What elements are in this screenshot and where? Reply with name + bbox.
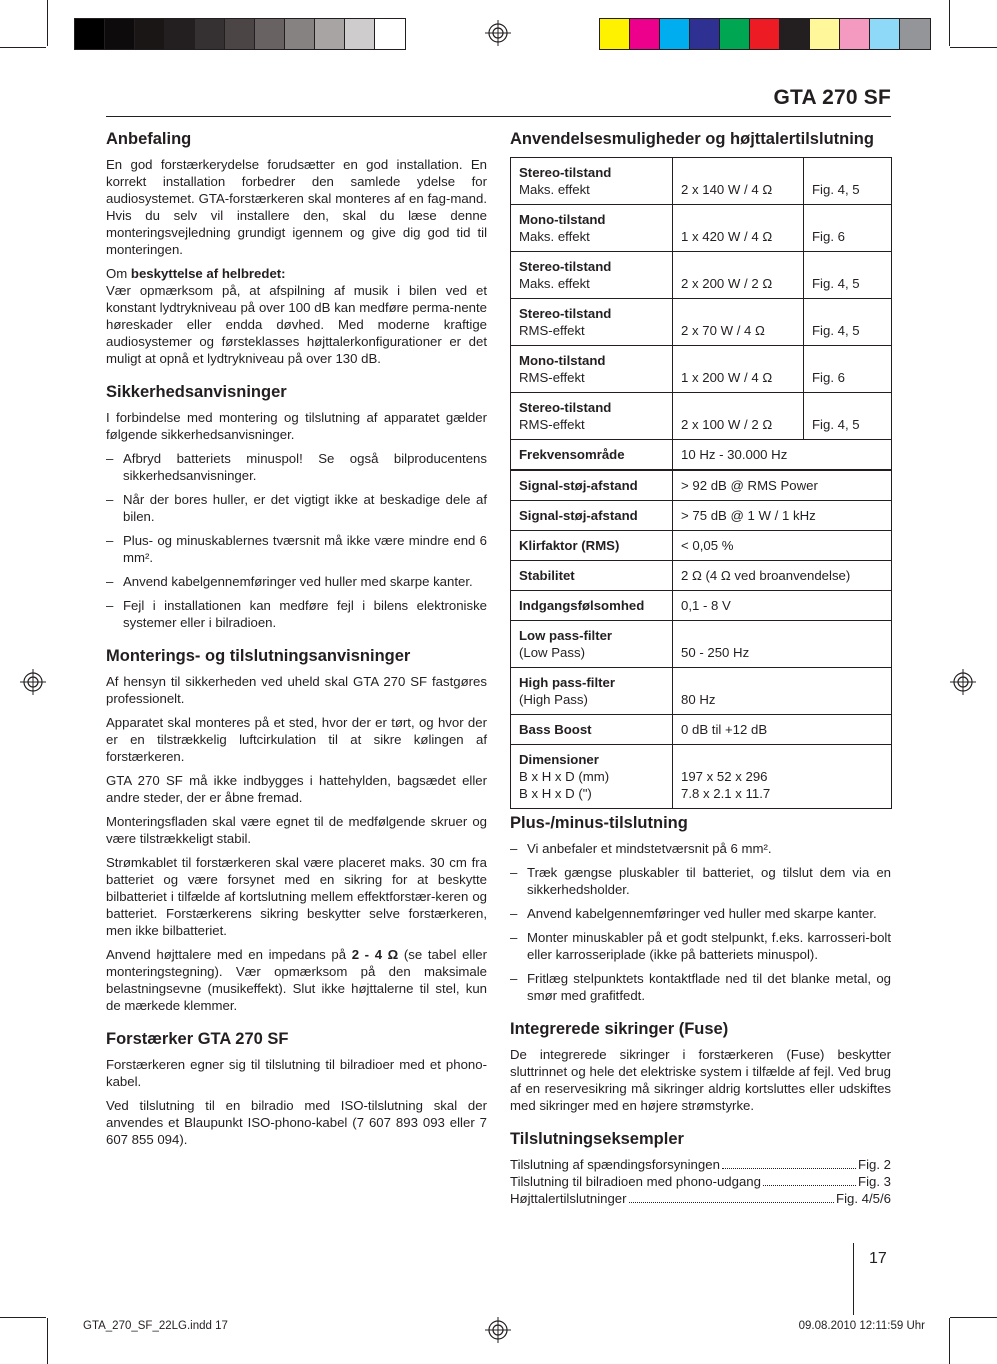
color-swatch <box>345 19 375 49</box>
row-label: Frekvensområde <box>519 447 625 462</box>
left-column <box>106 128 487 1155</box>
toc-leader <box>629 1202 834 1203</box>
list-item: – Plus- og minuskablernes tværsnit må ikke være mindre end 6 mm². <box>106 532 487 566</box>
table-cell: Fig. 6 <box>804 346 892 393</box>
table-cell: 50 - 250 Hz <box>673 621 892 668</box>
table-cell: 1 x 420 W / 4 Ω <box>673 205 804 252</box>
row-sublabel: RMS-effekt <box>519 417 585 432</box>
table-cell: Fig. 4, 5 <box>804 299 892 346</box>
row-label: Bass Boost <box>519 722 592 737</box>
color-swatch <box>750 19 780 49</box>
color-swatch <box>900 19 930 49</box>
table-cell: Fig. 4, 5 <box>804 252 892 299</box>
list-item: – Når der bores huller, er det vigtigt ikke at beskadige dele af bilen. <box>106 491 487 525</box>
section-montering <box>106 645 487 1014</box>
color-swatch <box>810 19 840 49</box>
row-sublabel: B x H x D (mm) <box>519 769 610 784</box>
list-item: – Vi anbefaler et mindstetværsnit på 6 mm². <box>510 840 891 857</box>
toc-row <box>510 1190 891 1207</box>
row-label: Stereo-tilstand <box>519 165 612 180</box>
section-plusminus <box>510 812 891 1004</box>
table-row <box>511 205 892 252</box>
plusminus-list <box>510 840 891 1004</box>
safety-list <box>106 450 487 631</box>
table-row <box>511 393 892 440</box>
table-cell <box>511 393 673 440</box>
list-item: – Anvend kabelgennemføringer ved huller med skarpe kanter. <box>106 573 487 590</box>
section-sikkerhed <box>106 381 487 631</box>
paragraph: Strømkablet til forstærkeren skal være placeret maks. 30 cm fra batteriet og være forsynet med en sikring for at beskytte bilbatteriet i tilfælde af kortslutning mellem effektforstær-keren og batteriet. Forstærkerens sikring beskytter selve forstærkeren, men ikke bilbatteriet. <box>106 855 487 938</box>
toc-row <box>510 1156 891 1173</box>
color-swatch <box>870 19 900 49</box>
table-row <box>511 621 892 668</box>
registration-mark-top-icon <box>485 20 511 46</box>
registration-mark-right-icon <box>950 669 976 695</box>
spec-table <box>510 157 892 809</box>
color-swatch <box>285 19 315 49</box>
row-label: Low pass-filter <box>519 628 613 643</box>
toc-leader <box>763 1185 856 1186</box>
slug-timestamp: 09.08.2010 12:11:59 Uhr <box>798 1320 925 1332</box>
table-cell <box>511 591 673 621</box>
table-row <box>511 531 892 561</box>
slug-filename: GTA_270_SF_22LG.indd 17 <box>83 1320 228 1332</box>
row-label: Indgangsfølsomhed <box>519 598 645 613</box>
paragraph: Vær opmærksom på, at afspilning af musik i bilen ved et konstant lydtrykniveau på over 100 dB kan medføre perma-nente høreskader eller endda døvhed. Med moderne kraftige audiosystemer og førsteklasses højttalerkonfigurationer er det muligt at opnå et lydtrykniveau på over 130 dB. <box>106 283 487 366</box>
row-sublabel: B x H x D (") <box>519 786 592 801</box>
header-rule <box>106 116 891 117</box>
row-label: Stereo-tilstand <box>519 259 612 274</box>
row-label: Mono-tilstand <box>519 353 606 368</box>
color-swatch <box>255 19 285 49</box>
page-number-rule <box>853 1243 854 1315</box>
table-cell <box>511 440 673 471</box>
row-sublabel: RMS-effekt <box>519 323 585 338</box>
table-cell: 2 x 70 W / 4 Ω <box>673 299 804 346</box>
heading-table: Anvendelsesmuligheder og højttalertilslutning <box>510 130 874 148</box>
color-swatch <box>840 19 870 49</box>
table-row <box>511 561 892 591</box>
row-label: Stereo-tilstand <box>519 400 612 415</box>
heading-fuse: Integrerede sikringer (Fuse) <box>510 1020 729 1038</box>
table-row <box>511 470 892 501</box>
paragraph: GTA 270 SF må ikke indbygges i hattehylden, bagsædet eller andre steder, der er åbne fremad. <box>106 773 487 805</box>
page-title: GTA 270 SF <box>773 86 891 109</box>
paragraph: De integrerede sikringer i forstærkeren (Fuse) beskytter sluttrinnet og hele det elektriske system i tilfælde af fejl. Ved brug af en reservesikring må sikringer aldrig kortsluttes eller udskiftes med sikringer med en højere strømstyrke. <box>510 1047 891 1113</box>
table-row <box>511 440 892 471</box>
toc-figure-ref: Fig. 2 <box>858 1157 891 1172</box>
table-cell: 0,1 - 8 V <box>673 591 892 621</box>
table-cell: Fig. 4, 5 <box>804 158 892 205</box>
toc-text: Tilslutning til bilradioen med phono-udgang <box>510 1174 761 1189</box>
table-row <box>511 715 892 745</box>
table-cell: > 75 dB @ 1 W / 1 kHz <box>673 501 892 531</box>
table-cell <box>511 715 673 745</box>
table-cell: Fig. 4, 5 <box>804 393 892 440</box>
paragraph: Af hensyn til sikkerheden ved uheld skal GTA 270 SF fastgøres professionelt. <box>106 674 487 706</box>
table-cell: 0 dB til +12 dB <box>673 715 892 745</box>
row-label: Signal-støj-afstand <box>519 478 638 493</box>
color-swatch <box>165 19 195 49</box>
table-row <box>511 252 892 299</box>
table-cell <box>511 470 673 501</box>
row-label: Stereo-tilstand <box>519 306 612 321</box>
toc-figure-ref: Fig. 3 <box>858 1174 891 1189</box>
row-label: High pass-filter <box>519 675 615 690</box>
heading-forstaerker: Forstærker GTA 270 SF <box>106 1030 289 1048</box>
table-cell <box>511 531 673 561</box>
table-cell: 2 x 100 W / 2 Ω <box>673 393 804 440</box>
right-column-text <box>510 812 891 1207</box>
table-cell <box>511 158 673 205</box>
text: Anvend højttalere med en impedans på <box>106 947 352 962</box>
heading-montering: Monterings- og tilslutningsanvisninger <box>106 647 411 665</box>
list-item: – Anvend kabelgennemføringer ved huller med skarpe kanter. <box>510 905 891 922</box>
list-item: – Fritlæg stelpunktets kontaktflade ned til det blanke metal, og smør med grafitfedt. <box>510 970 891 1004</box>
gray-color-bar <box>74 18 406 50</box>
heading-examples: Tilslutningseksempler <box>510 1130 684 1148</box>
table-cell <box>673 745 892 809</box>
registration-mark-bottom-icon <box>485 1317 511 1343</box>
paragraph: I forbindelse med montering og tilslutning af apparatet gælder følgende sikkerhedsanvisninger. <box>106 410 487 442</box>
table-cell <box>511 205 673 252</box>
bold-text: beskyttelse af helbredet: <box>130 266 286 281</box>
row-sublabel: (Low Pass) <box>519 645 585 660</box>
section-fuse <box>510 1018 891 1114</box>
table-cell <box>511 561 673 591</box>
table-cell: 2 x 140 W / 4 Ω <box>673 158 804 205</box>
row-label: Signal-støj-afstand <box>519 508 638 523</box>
list-item: – Træk gængse pluskabler til batteriet, og tilslut dem via en sikkerhedsholder. <box>510 864 891 898</box>
color-swatch <box>690 19 720 49</box>
row-sublabel: (High Pass) <box>519 692 588 707</box>
color-swatch <box>105 19 135 49</box>
toc-figure-ref: Fig. 4/5/6 <box>836 1191 891 1206</box>
row-label: Stabilitet <box>519 568 575 583</box>
color-swatch <box>375 19 405 49</box>
table-cell <box>511 346 673 393</box>
table-row <box>511 501 892 531</box>
table-row <box>511 299 892 346</box>
table-cell <box>511 299 673 346</box>
color-swatch <box>135 19 165 49</box>
table-cell: 1 x 200 W / 4 Ω <box>673 346 804 393</box>
table-cell: Fig. 6 <box>804 205 892 252</box>
row-label: Dimensioner <box>519 752 599 767</box>
table-cell: > 92 dB @ RMS Power <box>673 470 892 501</box>
registration-mark-left-icon <box>20 669 46 695</box>
row-sublabel: Maks. effekt <box>519 182 590 197</box>
color-swatch <box>75 19 105 49</box>
paragraph: Monteringsfladen skal være egnet til de medfølgende skruer og være tilstrækkeligt stabil. <box>106 814 487 846</box>
table-row <box>511 346 892 393</box>
text: Om <box>106 266 131 281</box>
color-swatch <box>315 19 345 49</box>
row-sublabel: Maks. effekt <box>519 229 590 244</box>
list-item: – Fejl i installationen kan medføre fejl i bilens elektroniske systemer eller i bilradioen. <box>106 597 487 631</box>
section-examples <box>510 1128 891 1207</box>
color-swatch <box>600 19 630 49</box>
table-cell <box>511 252 673 299</box>
toc-row <box>510 1173 891 1190</box>
paragraph: Forstærkeren egner sig til tilslutning til bilradioer med et phono-kabel. <box>106 1057 487 1089</box>
paragraph: Apparatet skal monteres på et sted, hvor der er tørt, og hvor der er en tilstrækkelig luftcirkulation til at sikre kølingen af forstærkeren. <box>106 715 487 764</box>
toc-leader <box>722 1168 856 1169</box>
text: (se tabel eller monteringstegning). Vær opmærksom på den maksimale belastningsevne (musikeffekt). Slut ikke højttalerne til stel, kun de mærkede klemmer. <box>106 947 487 1013</box>
cell-value: 197 x 52 x 296 <box>681 769 768 784</box>
row-sublabel: Maks. effekt <box>519 276 590 291</box>
color-swatch <box>630 19 660 49</box>
table-cell: 10 Hz - 30.000 Hz <box>673 440 892 471</box>
table-cell: 80 Hz <box>673 668 892 715</box>
row-sublabel: RMS-effekt <box>519 370 585 385</box>
table-cell <box>511 745 673 809</box>
heading-sikkerhed: Sikkerhedsanvisninger <box>106 383 287 401</box>
color-swatch <box>195 19 225 49</box>
toc-text: Tilslutning af spændingsforsyningen <box>510 1157 720 1172</box>
table-cell <box>511 501 673 531</box>
toc-text: Højttalertilslutninger <box>510 1191 627 1206</box>
table-cell: 2 Ω (4 Ω ved broanvendelse) <box>673 561 892 591</box>
page-number: 17 <box>869 1250 887 1267</box>
paragraph: En god forstærkerydelse forudsætter en god installation. En korrekt installation forbedrer den samlede ydelse for audiosystemet. GTA-forstærkeren skal monteres af en fag-mand. Hvis du selv vil installere den, skal du læse denne monteringsvejledning grundigt igennem og give dig god tid til monteringen. <box>106 157 487 257</box>
heading-plusminus: Plus-/minus-tilslutning <box>510 814 688 832</box>
color-swatch <box>225 19 255 49</box>
table-row <box>511 158 892 205</box>
heading-anbefaling: Anbefaling <box>106 130 192 148</box>
row-label: Mono-tilstand <box>519 212 606 227</box>
section-forstaerker <box>106 1028 487 1148</box>
table-cell: 2 x 200 W / 2 Ω <box>673 252 804 299</box>
paragraph <box>106 946 487 1014</box>
color-swatch <box>660 19 690 49</box>
table-cell: < 0,05 % <box>673 531 892 561</box>
section-anbefaling <box>106 128 487 367</box>
table-row <box>511 591 892 621</box>
table-cell <box>511 668 673 715</box>
process-color-bar <box>599 18 931 50</box>
row-label: Klirfaktor (RMS) <box>519 538 620 553</box>
table-row <box>511 668 892 715</box>
list-item: – Monter minuskabler på et godt stelpunkt, f.eks. karrosseri-bolt eller karrosseriplade (ikke på batteriets minuspol). <box>510 929 891 963</box>
bold-text: 2 - 4 Ω <box>351 947 399 962</box>
paragraph <box>106 265 487 282</box>
table-row <box>511 745 892 809</box>
list-item: – Afbryd batteriets minuspol! Se også bilproducentens sikkerhedsanvisninger. <box>106 450 487 484</box>
color-swatch <box>720 19 750 49</box>
paragraph: Ved tilslutning til en bilradio med ISO-tilslutning skal der anvendes et Blaupunkt ISO-phono-kabel (7 607 893 093 eller 7 607 855 094). <box>106 1098 487 1147</box>
cell-value: 7.8 x 2.1 x 11.7 <box>681 786 771 801</box>
color-swatch <box>780 19 810 49</box>
table-cell <box>511 621 673 668</box>
